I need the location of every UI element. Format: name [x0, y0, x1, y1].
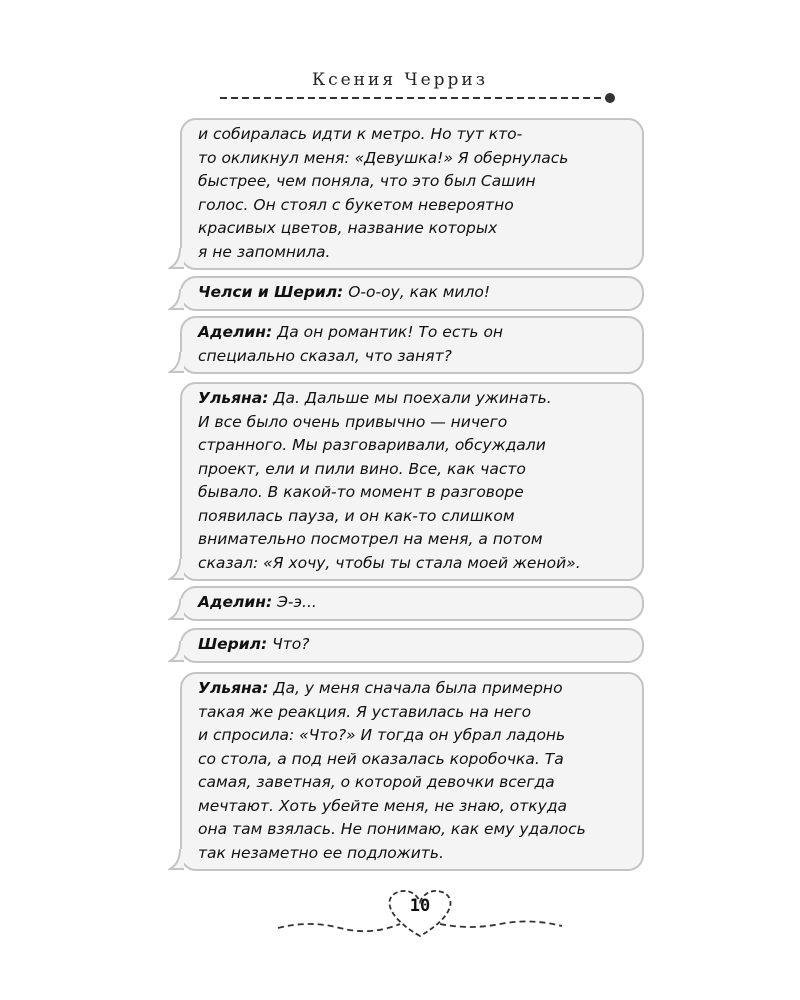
bubble-line-text: так незаметно ее подложить. — [198, 843, 444, 862]
bubble-line-text: Да, у меня сначала была примерно — [273, 679, 563, 697]
bubble-tail-icon — [168, 559, 190, 581]
page-number: 10 — [409, 896, 431, 916]
bubble-text-line — [198, 217, 632, 241]
bubble-line-text: и собиралась идти к метро. Но тут кто- — [198, 125, 523, 143]
speaker-name: Ульяна: — [198, 389, 269, 407]
bubble-line-text: И все было очень привычно — ничего — [198, 412, 508, 431]
bubble-text-line — [198, 552, 632, 576]
bubble-text-line — [198, 591, 632, 615]
chat-bubble — [180, 276, 644, 311]
bubble-line-text: самая, заветная, о которой девочки всегда — [198, 773, 555, 791]
bubble-text-line — [198, 241, 632, 265]
speaker-name: Челси и Шерил: — [198, 283, 344, 301]
chat-bubble — [180, 628, 644, 663]
bubble-tail-icon — [168, 849, 190, 871]
bubble-line-text: появилась пауза, и он как-то слишком — [198, 506, 515, 525]
bubble-text-line — [198, 528, 632, 552]
bubble-line-text: со стола, а под ней оказалась коробочка. Та — [198, 749, 564, 768]
bubble-text-line — [198, 123, 632, 147]
bubble-text-line — [198, 147, 632, 171]
bubble-text-line — [198, 795, 632, 819]
bubble-text-line — [198, 842, 632, 866]
bubble-text-line — [198, 170, 632, 194]
chat-bubble — [180, 586, 644, 621]
bubble-text-line — [198, 481, 632, 505]
bubble-text-line — [198, 194, 632, 218]
speaker-name: Ульяна: — [198, 679, 269, 697]
bubble-line-text: проект, ели и пили вино. Все, как часто — [198, 459, 526, 478]
bubble-line-text: я не запомнила. — [198, 242, 331, 261]
bubble-tail-icon — [168, 248, 190, 270]
bubble-line-text: Э-э... — [277, 593, 317, 611]
chat-bubble — [180, 382, 644, 581]
bubble-text-line — [198, 411, 632, 435]
bubble-text-line — [198, 321, 632, 345]
bubble-line-text: и спросила: «Что?» И тогда он убрал ладонь — [198, 726, 566, 744]
bubble-line-text: голос. Он стоял с букетом невероятно — [198, 195, 514, 214]
chat-bubble — [180, 672, 644, 871]
bubble-text-line — [198, 281, 632, 305]
speaker-name: Аделин: — [198, 323, 273, 341]
bubble-line-text: бывало. В какой-то момент в разговоре — [198, 483, 524, 501]
chat-bubble — [180, 316, 644, 374]
running-header-author: Ксения Черриз — [311, 70, 489, 90]
bubble-text-line — [198, 677, 632, 701]
bubble-tail-icon — [168, 599, 190, 621]
bubble-text-line — [198, 633, 632, 657]
bubble-text-line — [198, 345, 632, 369]
header-rule-dot-icon — [605, 93, 615, 103]
bubble-line-text: мечтают. Хоть убейте меня, не знаю, откуда — [198, 796, 568, 815]
bubble-line-text: внимательно посмотрел на меня, а потом — [198, 530, 543, 548]
bubble-text-line — [198, 458, 632, 482]
chat-bubble — [180, 118, 644, 270]
bubble-line-text: такая же реакция. Я уставилась на него — [198, 702, 532, 721]
bubble-line-text: сказал: «Я хочу, чтобы ты стала моей женой». — [198, 553, 581, 572]
bubble-line-text: она там взялась. Не понимаю, как ему удалось — [198, 820, 586, 838]
bubble-tail-icon — [168, 352, 190, 374]
bubble-text-line — [198, 748, 632, 772]
bubble-text-line — [198, 818, 632, 842]
bubble-line-text: Да. Дальше мы поехали ужинать. — [273, 389, 552, 407]
bubble-tail-icon — [168, 289, 190, 311]
bubble-text-line — [198, 771, 632, 795]
bubble-text-line — [198, 505, 632, 529]
bubble-line-text: Что? — [272, 635, 310, 653]
bubble-line-text: странного. Мы разговаривали, обсуждали — [198, 436, 546, 454]
bubble-line-text: Да он романтик! То есть он — [277, 323, 504, 341]
bubble-line-text: О-о-оу, как мило! — [348, 283, 491, 301]
bubble-text-line — [198, 387, 632, 411]
bubble-tail-icon — [168, 641, 190, 663]
bubble-text-line — [198, 434, 632, 458]
bubble-line-text: то окликнул меня: «Девушка!» Я обернулась — [198, 148, 569, 167]
speaker-name: Аделин: — [198, 593, 273, 611]
bubble-line-text: красивых цветов, название которых — [198, 219, 498, 237]
bubble-line-text: специально сказал, что занят? — [198, 346, 452, 365]
bubble-line-text: быстрее, чем поняла, что это был Сашин — [198, 172, 536, 190]
header-dashed-rule — [218, 92, 616, 104]
speaker-name: Шерил: — [198, 635, 268, 653]
bubble-text-line — [198, 701, 632, 725]
bubble-text-line — [198, 724, 632, 748]
